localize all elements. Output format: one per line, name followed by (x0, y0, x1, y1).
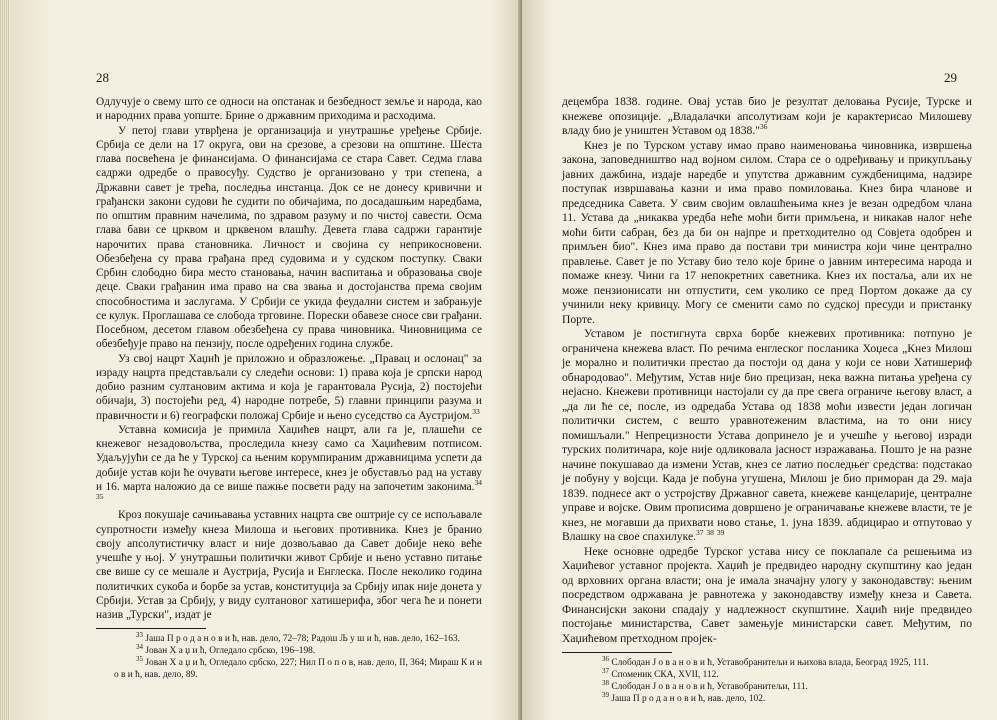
footnote (562, 666, 972, 681)
footnote (96, 645, 482, 657)
footnote-number: 36 (602, 654, 609, 663)
paragraph: У петој глави утврђена је организација и унутрашње уређење Србије. Србија се дели на 17 округа, ови на срезове, а срезови на општине. Шеста глава посвећена је финансијама. О финансијама се стара Савет. Седма глава садржи одредбе о правосуђу. Судство је организовано у три степена, а Државни савет је трећа, последња инстанца. Док се не донесу кривични и грађански закони судови ће судити по обичајима, по досадашњим наредбама, по општим правним начелима, по здравом разуму и по чистој савести. Осма глава бави се црквом и црквеном влашћу. Девета глава садржи гарантије нарочитих права становника. Личност и својина су неприкосновени. Обезбеђена су права грађана пред судовима и у судском поступку. Сваки Србин слободно бира место становања, начин васпитања и образовања своје деце. Сваки грађанин има право на сва звања и достојанства према својим способностима и заслугама. У Србији се укида феудални систем и забрањује се кулук. Проглашава се слобода трговине. Порески обавезе сносе сви грађани. Посебном, десетом главом обезбеђена су права чиновника. Чиновницима се обезбеђује право на пензију, после одређених година службе. (96, 124, 482, 351)
footnote (96, 633, 482, 645)
right-page (522, 0, 997, 720)
paragraph-text: децембра 1838. године. Овај устав био је резултат деловања Русије, Турске и кнежеве опозиције. „Владалачки апсолутизам који је карактерисао Милошеву владу био је уништен Уставом од 1838." (562, 95, 972, 137)
footnote-number: 39 (602, 690, 609, 699)
footnote-ref: 37 (696, 528, 704, 538)
right-page-text (562, 95, 972, 705)
paragraph: Одлучује о свему што се односи на опстанак и безбедност земље и народа, као и народних права уопште. Брине о државним приходима и расходима. (96, 96, 482, 123)
page-number: 28 (96, 70, 109, 85)
paragraph (96, 423, 482, 509)
paragraph (562, 95, 972, 139)
footnote-text: Јаша П р о д а н о в и ћ, нав. дело, 72–78; Радош Љ у ш и ћ, нав. дело, 162–163. (145, 634, 460, 645)
footnote-rule (562, 652, 672, 653)
paragraph: Кроз покушаје сачињавања уставних нацрта све оштрије су се испољавале супротности између кнеза Милоша и његових противника. Кнез је бранио своју апсолутистичку власт и није дозвољавао да Савет добије неко веће учешће у њој. У унутрашњи политички живот Србије и њено уставно питање све више су се мешале и Аустрија, Русија и Енглеска. После неколико година политичких сукоба и борбе за устав, конституција за Србију ипак није донета у Србији. Устав за Србију, у виду султановог хатишерифа, због чега ће и понети назив „Турски", издат је (96, 509, 482, 621)
footnote-ref: 36 (759, 122, 768, 132)
footnote-number: 34 (136, 643, 143, 652)
footnote-number: 37 (602, 666, 609, 675)
left-page (10, 0, 522, 720)
footnote-number: 38 (602, 678, 609, 687)
footnote-number: 35 (136, 655, 143, 664)
footnote (562, 690, 972, 705)
footnote-text: Споменик СКА, XVII, 112. (611, 670, 719, 680)
page-number: 29 (944, 70, 957, 85)
footnote-rule (96, 628, 206, 629)
footnote-text: Јован Х а џ и ћ, Огледало србско, 196–198. (145, 646, 316, 657)
footnote-ref: 34 (474, 477, 482, 487)
footnote-ref: 33 (472, 406, 480, 416)
paragraph (96, 352, 482, 423)
page-stack-edge (0, 0, 10, 720)
paragraph-text: Уставна комисија је примила Хаџићев нацрт, али га је, плашећи се кнежевог незадовољства, проследила кнезу само са Хаџићевим потписом. Удаљујући се да ће у Турској са њеним корумпираним државницима успети да добије устав који ће очувати његове интересе, кнез је обустављо рад на уставу и 16. марта наложио да се више пажње посвети раду на започетим законима. (96, 423, 482, 493)
footnote-number: 33 (136, 631, 143, 640)
footnote-ref: 35 (96, 492, 104, 502)
paragraph (562, 327, 972, 545)
paragraph-text: Уз свој нацрт Хаџић је приложио и образложење. „Правац и ослонац" за израду нацрта представљали су следећи основи: 1) права која је српски народ добио разним султановим актима и која је гарантовала Русија, 2) постојећи обичаји, 3) постојећи ред, 4) народне потребе, 5) главни принципи разума и правичности и 6) географски положај Србије и њено суседство са Аустријом. (96, 352, 482, 422)
footnote-text: Слободан Ј о в а н о в и ћ, Уставобранитељи и њихова влада, Београд 1925, 111. (611, 658, 929, 668)
footnote (562, 678, 972, 693)
footnote (562, 654, 972, 669)
footnote (96, 657, 482, 681)
paragraph: Неке основне одредбе Турског устава нису се поклапале са решењима из Хаџићевог уставног пројекта. Хаџић је предвидео народну скупштину као један од врховних органа власти; она је имала значајну улогу у законодавству: њеним посредством одржавана је равнотежа у законодавству између кнеза и Савета. Финансијски закони спадају у надлежност скупштине. Хаџић није предвидео постојање министарства, Савет замењује министарски савет. Међутим, по Хаџићевом претходном пројек- (562, 544, 972, 645)
footnote-ref: 38 (706, 528, 714, 538)
footnote-ref: 39 (716, 528, 725, 538)
footnote-text: Јаша П р о д а н о в и ћ, нав. дело, 102. (611, 694, 766, 704)
paragraph-text: Уставом је постигнута сврха борбе кнежевих противника: потпуно је ограничена кнежева власт. По речима енглеског посланика Хоџеса „Кнез Милош је морално и политички престао да постоји од дана у који се нови Хатишериф обнародовао". Међутим, Устав није био прецизан, нека важна питања уређена су нејасно. Кнежеви противници настојали су да пре свега ограниче његову власт, а „да ли ће се, после, из одредаба Устава од 1838 моћи извести један логичан политички систем, с вешто уравнотеженим властима, на то они нису помишљали." Непрецизности Устава допринело је и учешће у његовој изради турских политичара, које није одликовала јасност изражавања. Пошто је на разне начине покушавао да измени Устав, кнез се латио последњег средства: подстакао је побуну у војсци. Када је побуна угушена, Милош је био приморан да 29. маја 1839. поднесе акт о устројству Државног савета, кнежеве канцеларије, централне управе и војске. Овим прописима довршено је ограничавање кнежеве власти, те је кнез, не могавши да прихвати ново стање, 1. јуна 1839. абдицирао и отпутовао у Влашку на свое спахилуке. (562, 327, 972, 543)
footnote-text: Јован Х а џ и ћ, Огледало србско, 227; Нил П о п о в, нав. дело, II, 364; Мираш К и н о в и ћ, нав. дело, 89. (114, 658, 482, 681)
left-page-text (96, 95, 482, 681)
footnote-text: Слободан Ј о в а н о в и ћ, Уставобранитељи, 111. (611, 682, 808, 692)
paragraph: Кнез је по Турском уставу имао право наименовања чиновника, извршења закона, заповедништво над војном силом. Стара се о одређивању и прикупљању јавних дажбина, издаје наредбе и упутства државним суждбеницима, надзире поступак извршавања казни и има право помиловања. Кнез бира чланове и председника Савета. У свим својим овлашћењима кнез је везан одредбом члана 11. Устава да „никаква уредба неће моћи бити примљена, и никакав налог неће моћи бити сабран, без да би он најпре и претходително од Совјета одобрен и примљен био". Кнез има право да постави три министра који чине централно правлење. Савет је по Уставу био тело које брине о јавним интересима народа и помаже кнезу. Чини га 17 непокретних саветника. Кнез их постаља, али их не може пензионисати ни отпустити, сем уколико се пред Портом докаже да су учинили неку кривицу. Могу се сменити само по судској пресуди и пристанку Порте. (562, 138, 972, 326)
